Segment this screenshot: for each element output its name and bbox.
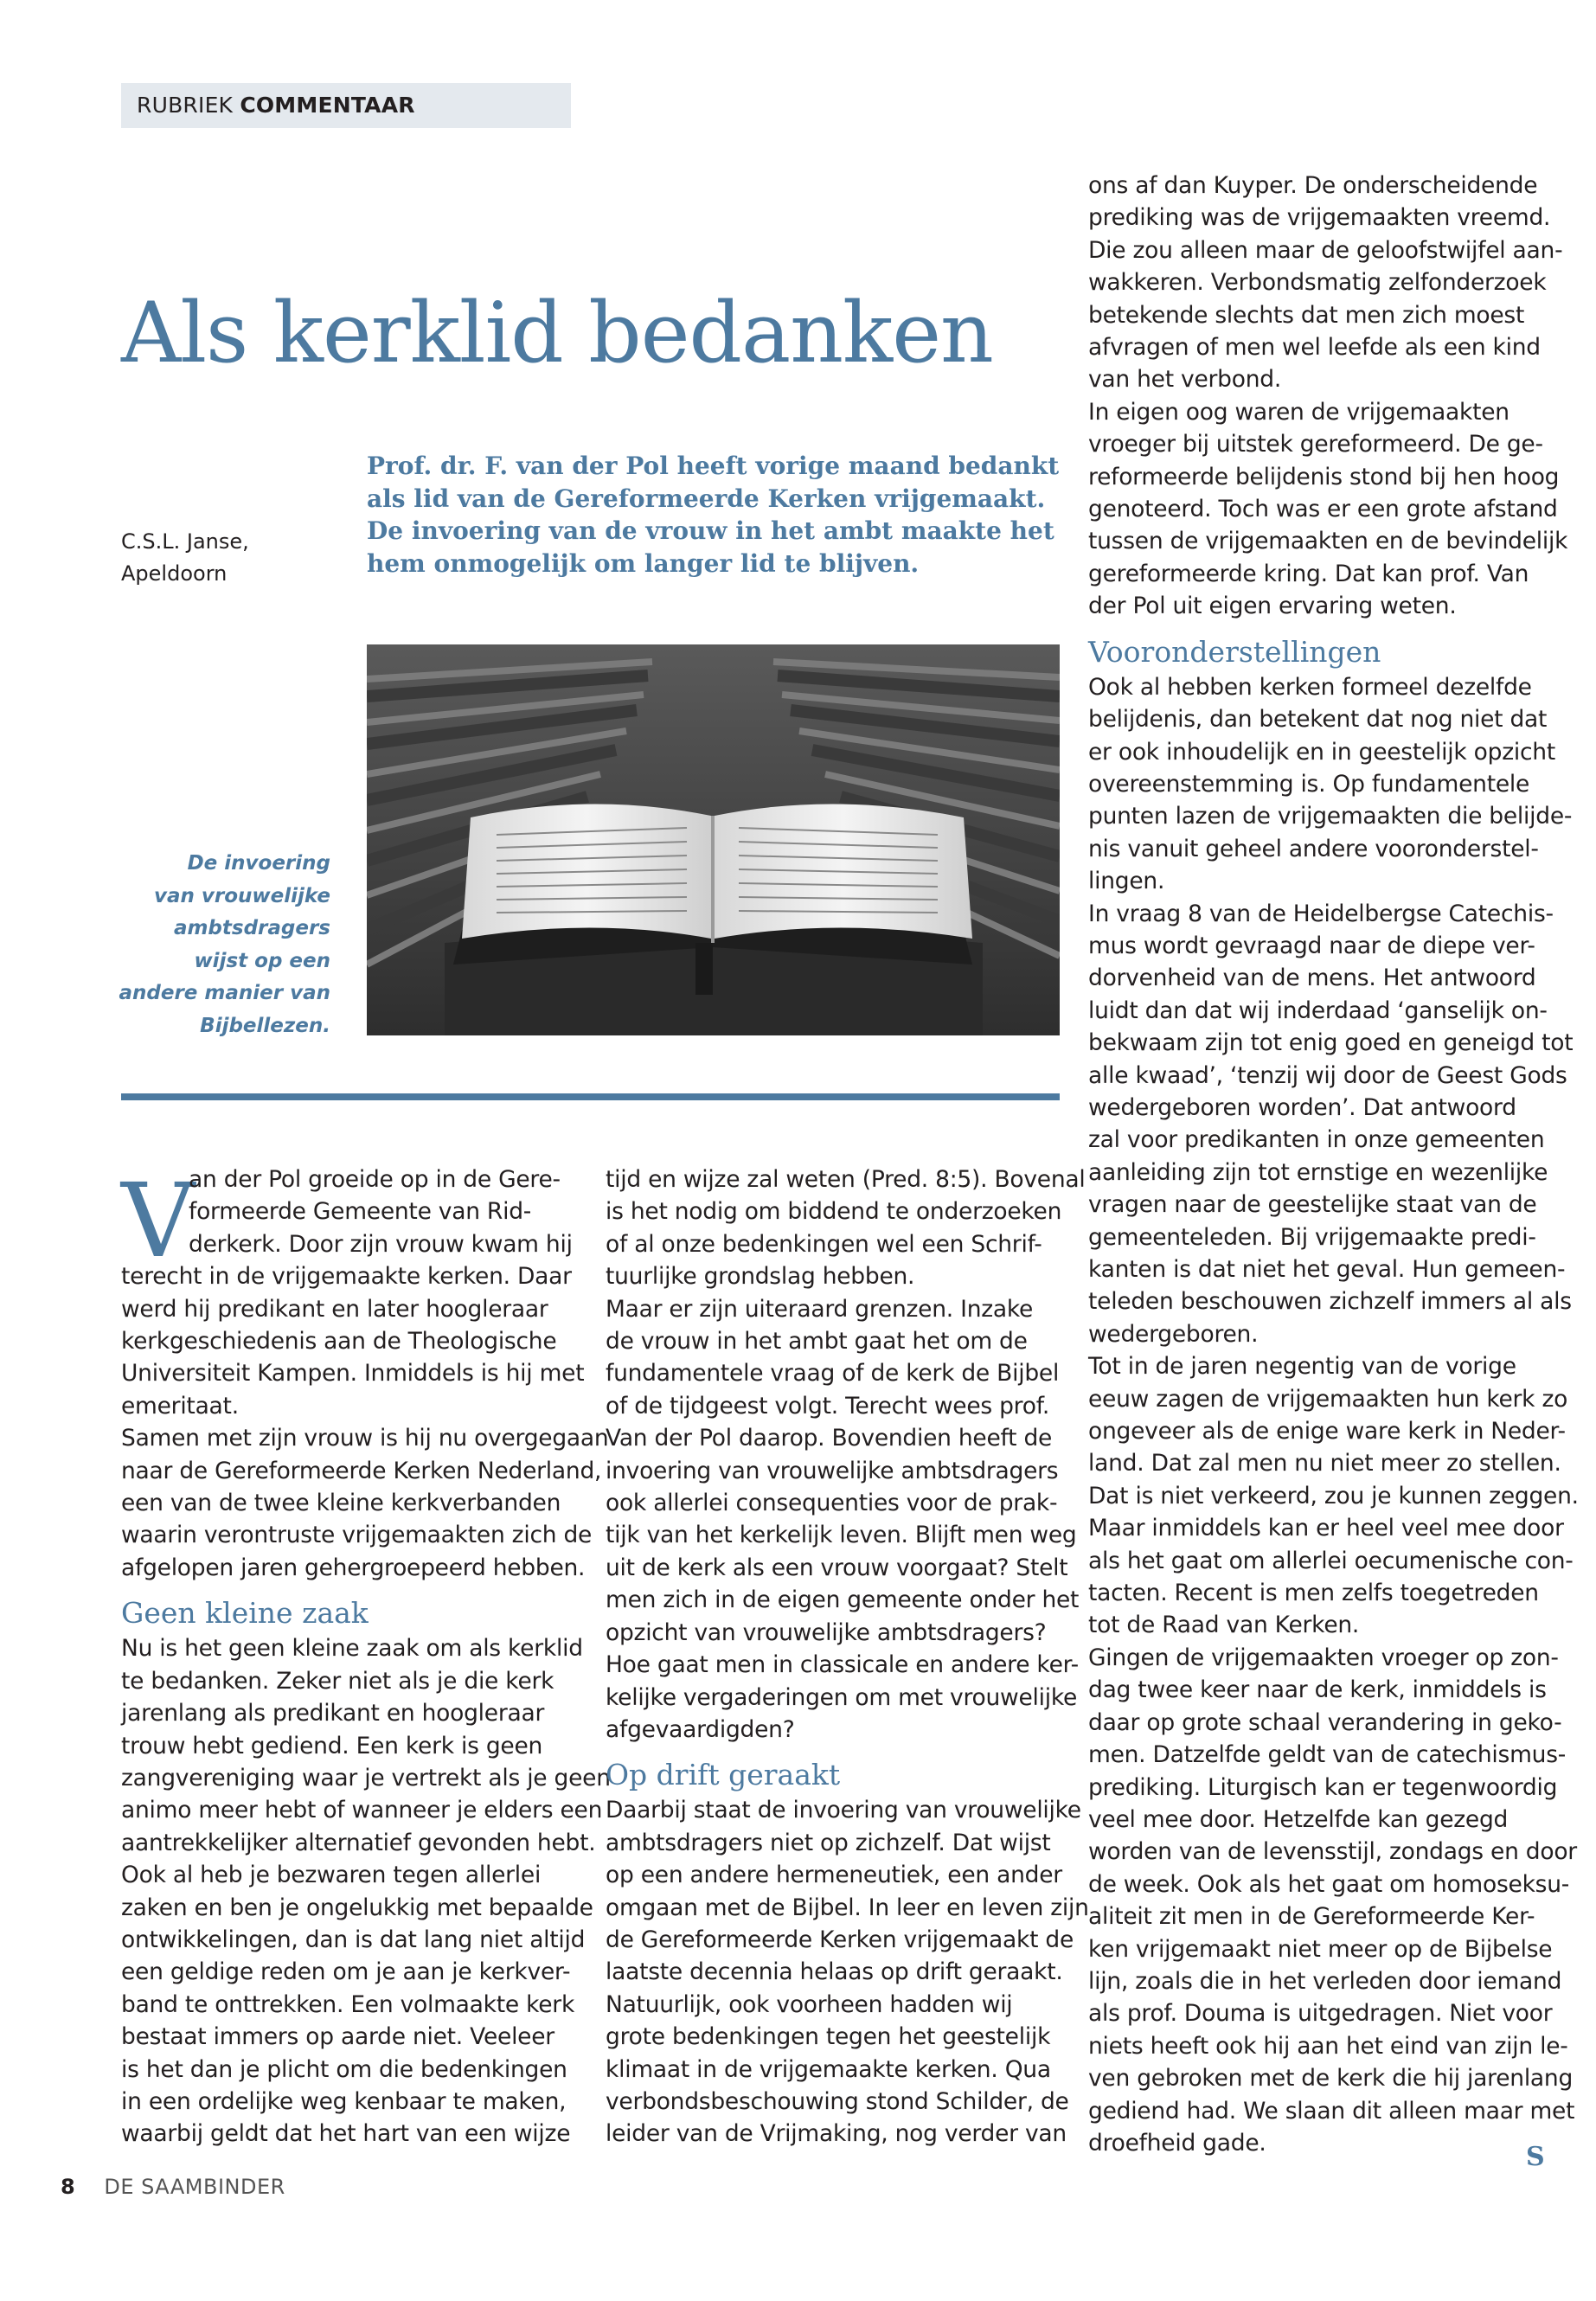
caption-line: Bijbellezen. <box>200 1014 330 1037</box>
text-line: tacten. Recent is men zelfs toegetreden <box>1088 1580 1539 1607</box>
article-title: Als kerklid bedanken <box>121 285 993 381</box>
text-line: tuurlijke grondslag hebben. <box>606 1263 915 1291</box>
text-line: tussen de vrijgemaakten en de bevindelijk <box>1088 528 1568 555</box>
subheading: Vooronderstellingen <box>1088 634 1381 669</box>
text-line: teleden beschouwen zichzelf immers al als <box>1088 1288 1572 1316</box>
column-3 <box>1088 170 1579 2159</box>
text-line: prediking was de vrijgemaakten vreemd. <box>1088 204 1551 232</box>
text-line: ongeveer als de enige ware kerk in Neder- <box>1088 1418 1566 1445</box>
text-line: reformeerde belijdenis stond bij hen hoog <box>1088 463 1560 490</box>
text-line: men. Datzelfde geldt van de catechismus- <box>1088 1741 1567 1769</box>
text-line: opzicht van vrouwelijke ambtsdragers? <box>606 1618 1047 1646</box>
text-line: Ook al heb je bezwaren tegen allerlei <box>121 1862 542 1889</box>
text-line: verbondsbeschouwing stond Schilder, de <box>606 2087 1069 2115</box>
lead-line: als lid van de Gereformeerde Kerken vrijgemaakt. <box>367 484 1046 513</box>
text-line: afgevaardigden? <box>606 1715 795 1743</box>
text-line: eeuw zagen de vrijgemaakten hun kerk zo <box>1088 1385 1568 1413</box>
text-line: Maar inmiddels kan er heel veel mee door <box>1088 1515 1564 1542</box>
rubric-name: COMMENTAAR <box>240 93 415 118</box>
text-line: In vraag 8 van de Heidelbergse Catechis- <box>1088 900 1554 927</box>
text-line: der Pol uit eigen ervaring weten. <box>1088 593 1457 620</box>
text-line: uit de kerk als een vrouw voorgaat? Stelt <box>606 1554 1068 1581</box>
text-line: mus wordt gevraagd naar de diepe ver- <box>1088 932 1535 959</box>
text-line: aantrekkelijker alternatief gevonden hebt. <box>121 1829 596 1856</box>
subheading: Op drift geraakt <box>606 1758 841 1792</box>
text-line: wedergeboren. <box>1088 1320 1259 1348</box>
text-line: tot de Raad van Kerken. <box>1088 1612 1360 1639</box>
text-line: band te onttrekken. Een volmaakte kerk <box>121 1990 575 2018</box>
text-line: derkerk. Door zijn vrouw kwam hij <box>189 1230 573 1258</box>
text-line: Samen met zijn vrouw is hij nu overgegaan <box>121 1425 609 1452</box>
caption-line: De invoering <box>187 852 330 875</box>
text-line: vragen naar de geestelijke staat van de <box>1088 1191 1537 1219</box>
text-line: jarenlang als predikant en hoogleraar <box>121 1700 545 1727</box>
text-line: afgelopen jaren gehergroepeerd hebben. <box>121 1554 586 1581</box>
text-line: Natuurlijk, ook voorheen hadden wij <box>606 1990 1013 2018</box>
text-line: lijn, zoals die in het verleden door iemand <box>1088 1967 1562 1995</box>
bible-photo <box>367 644 1060 1035</box>
text-line: Daarbij staat de invoering van vrouwelijke <box>606 1797 1081 1824</box>
text-line: trouw hebt gediend. Een kerk is geen <box>121 1732 543 1759</box>
text-line: laatste decennia helaas op drift geraakt. <box>606 1958 1063 1986</box>
caption-line: wijst op een <box>194 949 330 972</box>
end-mark: S <box>1526 2142 1545 2172</box>
text-line: klimaat in de vrijgemaakte kerken. Qua <box>606 2055 1051 2083</box>
rubric-prefix: RUBRIEK <box>137 93 234 118</box>
text-line: kanten is dat niet het geval. Hun gemeen- <box>1088 1256 1566 1283</box>
lead-line: hem onmogelijk om langer lid te blijven. <box>367 548 920 578</box>
text-line: genoteerd. Toch was er een grote afstand <box>1088 496 1558 523</box>
text-line: er ook inhoudelijk en in geestelijk opzicht <box>1088 738 1555 766</box>
text-line: ook allerlei consequenties voor de prak- <box>606 1490 1058 1517</box>
lead-line: Prof. dr. F. van der Pol heeft vorige maand bedankt <box>367 452 1060 480</box>
text-line: droefheid gade. <box>1088 2129 1266 2157</box>
text-line: als het gaat om allerlei oecumenische con- <box>1088 1547 1574 1574</box>
text-line: een geldige reden om je aan je kerkver- <box>121 1958 571 1986</box>
text-line: wedergeboren worden’. Dat antwoord <box>1088 1093 1516 1121</box>
text-line: de Gereformeerde Kerken vrijgemaakt de <box>606 1926 1074 1953</box>
text-line: ambtsdragers niet op zichzelf. Dat wijst <box>606 1829 1051 1856</box>
text-line: belijdenis, dan betekent dat nog niet dat <box>1088 706 1548 734</box>
text-line: op een andere hermeneutiek, een ander <box>606 1862 1062 1889</box>
text-line: betekende slechts dat men zich moest <box>1088 301 1525 329</box>
text-line: dorvenheid van de mens. Het antwoord <box>1088 965 1536 992</box>
text-line: van het verbond. <box>1088 366 1282 394</box>
text-line: leider van de Vrijmaking, nog verder van <box>606 2120 1067 2148</box>
text-line: daar op grote schaal verandering in geko- <box>1088 1708 1562 1736</box>
text-line: is het nodig om biddend te onderzoeken <box>606 1198 1062 1226</box>
page-number: 8 <box>61 2175 75 2199</box>
text-line: emeritaat. <box>121 1392 239 1420</box>
text-line: ontwikkelingen, dan is dat lang niet altijd <box>121 1926 586 1953</box>
text-line: is het dan je plicht om die bedenkingen <box>121 2055 567 2083</box>
text-line: gereformeerde kring. Dat kan prof. Van <box>1088 560 1529 587</box>
text-line: een van de twee kleine kerkverbanden <box>121 1490 561 1517</box>
text-line: de vrouw in het ambt gaat het om de <box>606 1328 1028 1356</box>
text-line: lingen. <box>1088 868 1165 895</box>
text-line: gediend had. We slaan dit alleen maar met <box>1088 2097 1575 2125</box>
text-line: kerkgeschiedenis aan de Theologische <box>121 1328 557 1356</box>
text-line: prediking. Liturgisch kan er tegenwoordig <box>1088 1773 1558 1801</box>
text-line: veel mee door. Hetzelfde kan gezegd <box>1088 1805 1509 1833</box>
text-line: naar de Gereformeerde Kerken Nederland, <box>121 1457 602 1484</box>
page-footer <box>61 2173 285 2201</box>
text-line: terecht in de vrijgemaakte kerken. Daar <box>121 1263 572 1291</box>
text-line: dag twee keer naar de kerk, inmiddels is <box>1088 1676 1547 1704</box>
text-line: Hoe gaat men in classicale en andere ker- <box>606 1651 1079 1679</box>
text-line: bestaat immers op aarde niet. Veeleer <box>121 2023 554 2051</box>
column-1 <box>121 1163 611 2150</box>
text-line: waarin verontruste vrijgemaakten zich de <box>121 1522 593 1549</box>
text-line: gemeenteleden. Bij vrijgemaakte predi- <box>1088 1223 1536 1251</box>
caption-line: van vrouwelijke <box>154 884 330 907</box>
text-line: overeenstemming is. Op fundamentele <box>1088 770 1530 798</box>
text-line: tijd en wijze zal weten (Pred. 8:5). Bovenal <box>606 1166 1086 1193</box>
author-byline <box>121 526 249 590</box>
text-line: werd hij predikant en later hoogleraar <box>121 1295 548 1323</box>
text-line: luidt dan dat wij inderdaad ‘ganselijk on- <box>1088 997 1548 1024</box>
text-line: of al onze bedenkingen wel een Schrif- <box>606 1230 1042 1258</box>
lead-line: De invoering van de vrouw in het ambt maakte het <box>367 516 1054 545</box>
text-line: grote bedenkingen tegen het geestelijk <box>606 2023 1051 2051</box>
text-line: zaken en ben je ongelukkig met bepaalde <box>121 1894 593 1921</box>
text-line: land. Dat zal men nu niet meer zo stellen. <box>1088 1450 1561 1477</box>
text-line: Die zou alleen maar de geloofstwijfel aan- <box>1088 236 1563 264</box>
section-divider <box>121 1093 1060 1100</box>
text-line: ven gebroken met de kerk die hij jarenlang <box>1088 2065 1574 2093</box>
text-line: te bedanken. Zeker niet als je die kerk <box>121 1667 554 1695</box>
rubric-label <box>121 83 571 128</box>
caption-line: ambtsdragers <box>173 917 330 939</box>
text-line: Dat is niet verkeerd, zou je kunnen zeggen. <box>1088 1482 1579 1509</box>
text-line: omgaan met de Bijbel. In leer en leven zijn <box>606 1894 1089 1921</box>
article-lead <box>367 450 1076 580</box>
text-line: bekwaam zijn tot enig goed en geneigd tot <box>1088 1029 1574 1057</box>
column-2 <box>606 1163 1089 2150</box>
text-line: tijk van het kerkelijk leven. Blijft men weg <box>606 1522 1077 1549</box>
text-line: niets heeft ook hij aan het eind van zijn le- <box>1088 2032 1568 2060</box>
caption-line: andere manier van <box>119 982 330 1004</box>
text-line: ons af dan Kuyper. De onderscheidende <box>1088 172 1538 199</box>
text-line: Tot in de jaren negentig van de vorige <box>1088 1353 1516 1381</box>
text-line: waarbij geldt dat het hart van een wijze <box>121 2120 571 2148</box>
author-name: C.S.L. Janse, <box>121 529 249 554</box>
text-line: worden van de levensstijl, zondags en door <box>1088 1838 1577 1866</box>
text-line: in een ordelijke weg kenbaar te maken, <box>121 2087 567 2115</box>
text-line: afvragen of men wel leefde als een kind <box>1088 334 1541 362</box>
text-line: formeerde Gemeente van Rid- <box>189 1198 532 1226</box>
text-line: wakkeren. Verbondsmatig zelfonderzoek <box>1088 269 1547 297</box>
subheading: Geen kleine zaak <box>121 1596 369 1631</box>
text-line: an der Pol groeide op in de Gere- <box>189 1166 561 1193</box>
text-line: ken vrijgemaakt niet meer op de Bijbelse <box>1088 1935 1553 1963</box>
text-line: Maar er zijn uiteraard grenzen. Inzake <box>606 1295 1034 1323</box>
text-line: animo meer hebt of wanneer je elders een <box>121 1797 603 1824</box>
text-line: aanleiding zijn tot ernstige en wezenlijke <box>1088 1158 1548 1186</box>
text-line: In eigen oog waren de vrijgemaakten <box>1088 398 1509 426</box>
text-line: invoering van vrouwelijke ambtsdragers <box>606 1457 1059 1484</box>
text-line: Gingen de vrijgemaakten vroeger op zon- <box>1088 1644 1559 1671</box>
text-line: kelijke vergaderingen om met vrouwelijke <box>606 1683 1078 1711</box>
drop-cap: V <box>121 1161 195 1280</box>
text-line: zangvereniging waar je vertrekt als je geen <box>121 1764 611 1791</box>
text-line: zal voor predikanten in onze gemeenten <box>1088 1126 1545 1154</box>
text-line: nis vanuit geheel andere vooronderstel- <box>1088 835 1539 862</box>
text-line: Nu is het geen kleine zaak om als kerklid <box>121 1635 583 1663</box>
text-line: vroeger bij uitstek gereformeerd. De ge- <box>1088 431 1543 458</box>
text-line: of de tijdgeest volgt. Terecht wees prof. <box>606 1392 1050 1420</box>
text-line: Van der Pol daarop. Bovendien heeft de <box>606 1425 1053 1452</box>
magazine-name: DE SAAMBINDER <box>104 2175 285 2199</box>
text-line: Ook al hebben kerken formeel dezelfde <box>1088 673 1532 701</box>
text-line: als prof. Douma is uitgedragen. Niet voor <box>1088 2000 1553 2028</box>
text-line: de week. Ook als het gaat om homoseksu- <box>1088 1870 1570 1898</box>
open-bible-icon <box>367 644 1060 1035</box>
text-line: punten lazen de vrijgemaakten die belijde- <box>1088 803 1573 830</box>
author-place: Apeldoorn <box>121 561 228 586</box>
text-line: alle kwaad’, ‘tenzij wij door de Geest Gods <box>1088 1061 1567 1089</box>
text-line: Universiteit Kampen. Inmiddels is hij met <box>121 1360 585 1388</box>
text-line: aliteit zit men in de Gereformeerde Ker- <box>1088 1903 1535 1931</box>
text-line: men zich in de eigen gemeente onder het <box>606 1586 1080 1614</box>
photo-caption <box>104 848 330 1042</box>
text-line: fundamentele vraag of de kerk de Bijbel <box>606 1360 1060 1388</box>
